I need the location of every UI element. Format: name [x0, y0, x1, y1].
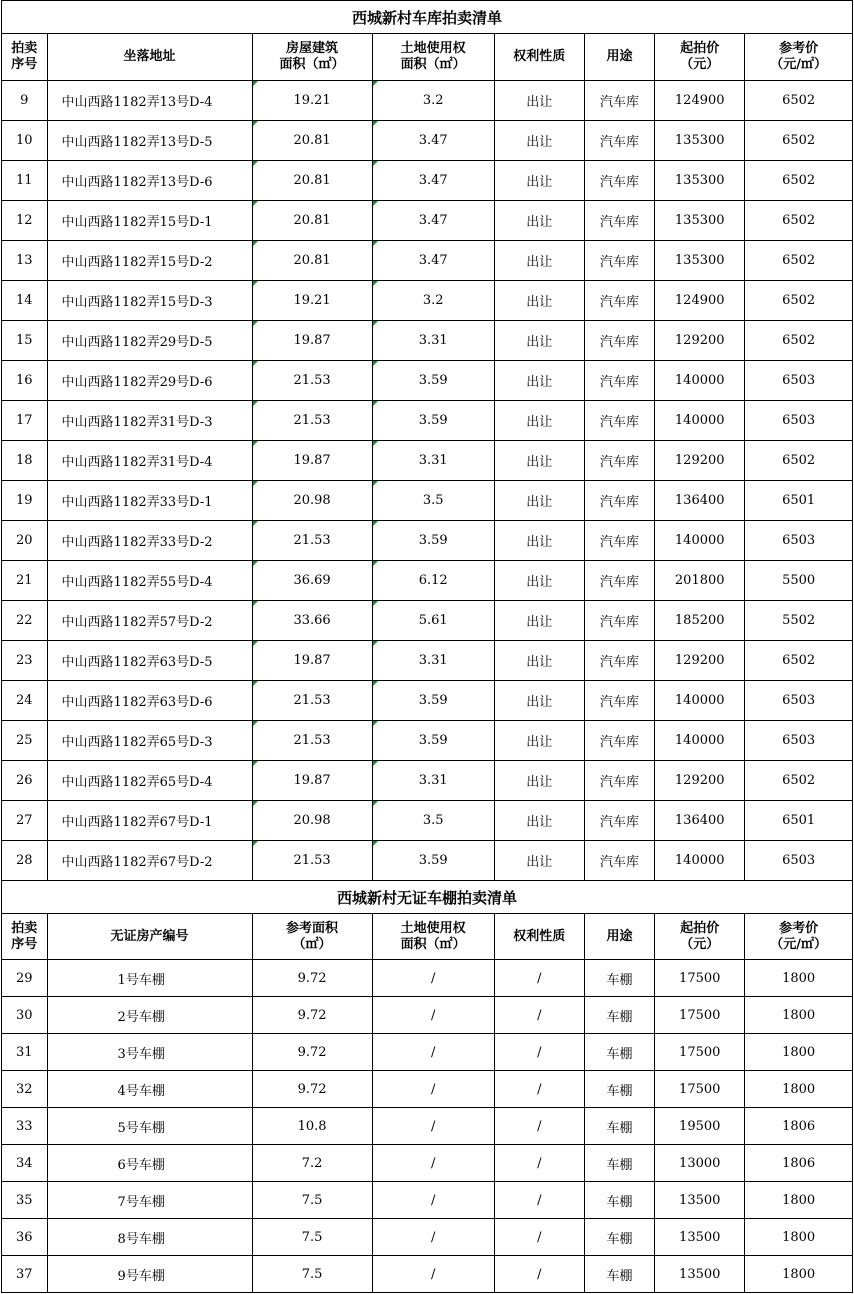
header-land-area: 土地使用权 面积（㎡） — [372, 914, 494, 960]
cell-property-no: 6号车棚 — [47, 1145, 252, 1182]
header-ref-price: 参考价 （元/㎡） — [745, 914, 853, 960]
cell-land-area: / — [372, 997, 494, 1034]
cell-building-area: 21.53 — [252, 681, 372, 721]
cell-right-type: / — [494, 1034, 584, 1071]
cell-no: 22 — [2, 601, 48, 641]
cell-address: 中山西路1182弄31号D-3 — [47, 401, 252, 441]
table-row — [2, 561, 853, 601]
header-property-no: 无证房产编号 — [47, 914, 252, 960]
cell-usage: 车棚 — [584, 1034, 654, 1071]
cell-no: 37 — [2, 1256, 48, 1293]
cell-land-area: 3.59 — [372, 721, 494, 761]
cell-no: 30 — [2, 997, 48, 1034]
cell-address: 中山西路1182弄15号D-3 — [47, 281, 252, 321]
table-row — [2, 960, 853, 997]
cell-ref-price: 6502 — [745, 81, 853, 121]
cell-land-area: 3.59 — [372, 681, 494, 721]
cell-start-price: 135300 — [655, 161, 745, 201]
table-row — [2, 1182, 853, 1219]
cell-start-price: 17500 — [655, 1034, 745, 1071]
cell-building-area: 20.81 — [252, 121, 372, 161]
cell-land-area: 3.59 — [372, 521, 494, 561]
cell-usage: 汽车库 — [584, 601, 654, 641]
cell-ref-area: 7.5 — [252, 1182, 372, 1219]
cell-building-area: 21.53 — [252, 841, 372, 881]
table-row — [2, 161, 853, 201]
cell-property-no: 9号车棚 — [47, 1256, 252, 1293]
cell-no: 10 — [2, 121, 48, 161]
cell-start-price: 124900 — [655, 281, 745, 321]
cell-right-type: 出让 — [494, 121, 584, 161]
cell-right-type: / — [494, 1108, 584, 1145]
cell-ref-price: 6502 — [745, 161, 853, 201]
cell-building-area: 21.53 — [252, 401, 372, 441]
cell-no: 33 — [2, 1108, 48, 1145]
table-row — [2, 121, 853, 161]
table-row — [2, 1071, 853, 1108]
cell-ref-price: 6502 — [745, 201, 853, 241]
cell-usage: 车棚 — [584, 997, 654, 1034]
cell-usage: 车棚 — [584, 1108, 654, 1145]
cell-building-area: 19.21 — [252, 281, 372, 321]
cell-ref-price: 6501 — [745, 801, 853, 841]
cell-usage: 车棚 — [584, 960, 654, 997]
cell-building-area: 20.98 — [252, 481, 372, 521]
cell-ref-price: 6502 — [745, 241, 853, 281]
cell-address: 中山西路1182弄29号D-6 — [47, 361, 252, 401]
cell-no: 29 — [2, 960, 48, 997]
cell-building-area: 20.98 — [252, 801, 372, 841]
cell-address: 中山西路1182弄33号D-1 — [47, 481, 252, 521]
table-row — [2, 401, 853, 441]
cell-land-area: 6.12 — [372, 561, 494, 601]
cell-right-type: / — [494, 1145, 584, 1182]
cell-usage: 汽车库 — [584, 81, 654, 121]
cell-right-type: 出让 — [494, 81, 584, 121]
cell-address: 中山西路1182弄57号D-2 — [47, 601, 252, 641]
cell-start-price: 17500 — [655, 997, 745, 1034]
table-row — [2, 1256, 853, 1293]
cell-usage: 车棚 — [584, 1219, 654, 1256]
section1-title-row — [2, 1, 853, 34]
cell-land-area: 3.31 — [372, 321, 494, 361]
cell-right-type: 出让 — [494, 561, 584, 601]
header-right-type: 权利性质 — [494, 914, 584, 960]
cell-start-price: 140000 — [655, 841, 745, 881]
cell-address: 中山西路1182弄67号D-1 — [47, 801, 252, 841]
section2-title-row — [2, 881, 853, 914]
cell-ref-price: 1800 — [745, 1034, 853, 1071]
cell-building-area: 21.53 — [252, 361, 372, 401]
cell-ref-price: 6502 — [745, 321, 853, 361]
cell-right-type: 出让 — [494, 761, 584, 801]
cell-land-area: 3.5 — [372, 801, 494, 841]
cell-land-area: / — [372, 960, 494, 997]
cell-start-price: 17500 — [655, 1071, 745, 1108]
cell-land-area: 3.2 — [372, 281, 494, 321]
header-building-area: 房屋建筑 面积（㎡） — [252, 34, 372, 81]
cell-ref-area: 9.72 — [252, 1034, 372, 1071]
cell-land-area: 3.47 — [372, 161, 494, 201]
cell-usage: 汽车库 — [584, 681, 654, 721]
cell-start-price: 201800 — [655, 561, 745, 601]
cell-no: 31 — [2, 1034, 48, 1071]
cell-land-area: 3.59 — [372, 841, 494, 881]
cell-address: 中山西路1182弄13号D-5 — [47, 121, 252, 161]
cell-right-type: / — [494, 1071, 584, 1108]
cell-address: 中山西路1182弄13号D-4 — [47, 81, 252, 121]
cell-ref-price: 6501 — [745, 481, 853, 521]
cell-right-type: 出让 — [494, 321, 584, 361]
cell-no: 24 — [2, 681, 48, 721]
cell-usage: 车棚 — [584, 1182, 654, 1219]
cell-building-area: 21.53 — [252, 721, 372, 761]
cell-land-area: 3.31 — [372, 761, 494, 801]
table-row — [2, 841, 853, 881]
cell-usage: 汽车库 — [584, 841, 654, 881]
cell-start-price: 19500 — [655, 1108, 745, 1145]
cell-right-type: 出让 — [494, 521, 584, 561]
cell-start-price: 136400 — [655, 801, 745, 841]
header-usage: 用途 — [584, 914, 654, 960]
cell-no: 20 — [2, 521, 48, 561]
header-no: 拍卖 序号 — [2, 914, 48, 960]
cell-land-area: 3.47 — [372, 241, 494, 281]
cell-no: 13 — [2, 241, 48, 281]
table-row — [2, 81, 853, 121]
cell-ref-price: 5500 — [745, 561, 853, 601]
header-ref-area: 参考面积 （㎡） — [252, 914, 372, 960]
cell-no: 15 — [2, 321, 48, 361]
cell-ref-price: 6503 — [745, 681, 853, 721]
cell-ref-area: 9.72 — [252, 960, 372, 997]
cell-land-area: 3.2 — [372, 81, 494, 121]
cell-land-area: 3.47 — [372, 201, 494, 241]
cell-land-area: / — [372, 1071, 494, 1108]
cell-start-price: 136400 — [655, 481, 745, 521]
table-row — [2, 641, 853, 681]
table-row — [2, 241, 853, 281]
cell-start-price: 135300 — [655, 241, 745, 281]
cell-usage: 汽车库 — [584, 561, 654, 601]
cell-land-area: / — [372, 1256, 494, 1293]
cell-address: 中山西路1182弄55号D-4 — [47, 561, 252, 601]
cell-start-price: 135300 — [655, 201, 745, 241]
cell-land-area: 3.59 — [372, 401, 494, 441]
cell-usage: 汽车库 — [584, 441, 654, 481]
cell-address: 中山西路1182弄65号D-4 — [47, 761, 252, 801]
section2-header-row — [2, 914, 853, 960]
cell-ref-area: 9.72 — [252, 1071, 372, 1108]
table-row — [2, 1034, 853, 1071]
cell-land-area: 3.59 — [372, 361, 494, 401]
cell-no: 17 — [2, 401, 48, 441]
cell-no: 23 — [2, 641, 48, 681]
cell-usage: 车棚 — [584, 1256, 654, 1293]
cell-address: 中山西路1182弄31号D-4 — [47, 441, 252, 481]
cell-property-no: 8号车棚 — [47, 1219, 252, 1256]
cell-right-type: / — [494, 1219, 584, 1256]
cell-right-type: 出让 — [494, 361, 584, 401]
cell-ref-price: 6503 — [745, 721, 853, 761]
cell-building-area: 20.81 — [252, 161, 372, 201]
cell-ref-price: 1800 — [745, 1256, 853, 1293]
cell-address: 中山西路1182弄33号D-2 — [47, 521, 252, 561]
cell-start-price: 140000 — [655, 721, 745, 761]
cell-land-area: / — [372, 1034, 494, 1071]
cell-building-area: 21.53 — [252, 521, 372, 561]
cell-ref-price: 6502 — [745, 761, 853, 801]
cell-land-area: 5.61 — [372, 601, 494, 641]
cell-right-type: 出让 — [494, 161, 584, 201]
header-ref-price: 参考价 （元/㎡） — [745, 34, 853, 81]
auction-list-table — [1, 0, 853, 1293]
cell-building-area: 36.69 — [252, 561, 372, 601]
cell-property-no: 2号车棚 — [47, 997, 252, 1034]
cell-property-no: 1号车棚 — [47, 960, 252, 997]
cell-no: 16 — [2, 361, 48, 401]
header-land-area: 土地使用权 面积（㎡） — [372, 34, 494, 81]
cell-ref-price: 6503 — [745, 401, 853, 441]
cell-usage: 汽车库 — [584, 161, 654, 201]
cell-land-area: / — [372, 1145, 494, 1182]
cell-start-price: 124900 — [655, 81, 745, 121]
cell-building-area: 19.21 — [252, 81, 372, 121]
cell-ref-price: 6503 — [745, 841, 853, 881]
cell-start-price: 140000 — [655, 681, 745, 721]
cell-no: 27 — [2, 801, 48, 841]
cell-address: 中山西路1182弄67号D-2 — [47, 841, 252, 881]
table-row — [2, 201, 853, 241]
cell-address: 中山西路1182弄15号D-1 — [47, 201, 252, 241]
cell-no: 35 — [2, 1182, 48, 1219]
cell-right-type: / — [494, 997, 584, 1034]
table-row — [2, 1108, 853, 1145]
cell-right-type: 出让 — [494, 841, 584, 881]
cell-ref-price: 6503 — [745, 521, 853, 561]
cell-ref-area: 7.2 — [252, 1145, 372, 1182]
cell-ref-area: 7.5 — [252, 1256, 372, 1293]
cell-usage: 车棚 — [584, 1145, 654, 1182]
cell-no: 28 — [2, 841, 48, 881]
cell-building-area: 20.81 — [252, 241, 372, 281]
cell-right-type: 出让 — [494, 801, 584, 841]
cell-no: 19 — [2, 481, 48, 521]
cell-ref-area: 9.72 — [252, 997, 372, 1034]
cell-ref-price: 1800 — [745, 1219, 853, 1256]
cell-right-type: / — [494, 1182, 584, 1219]
cell-no: 34 — [2, 1145, 48, 1182]
cell-right-type: 出让 — [494, 481, 584, 521]
cell-right-type: 出让 — [494, 201, 584, 241]
cell-right-type: / — [494, 960, 584, 997]
cell-start-price: 140000 — [655, 361, 745, 401]
cell-start-price: 135300 — [655, 121, 745, 161]
cell-usage: 汽车库 — [584, 481, 654, 521]
table-row — [2, 1219, 853, 1256]
cell-no: 21 — [2, 561, 48, 601]
cell-start-price: 129200 — [655, 761, 745, 801]
cell-usage: 汽车库 — [584, 401, 654, 441]
cell-ref-price: 6502 — [745, 281, 853, 321]
cell-ref-area: 7.5 — [252, 1219, 372, 1256]
cell-ref-price: 6503 — [745, 361, 853, 401]
cell-start-price: 17500 — [655, 960, 745, 997]
section1-title: 西城新村车库拍卖清单 — [2, 1, 853, 34]
cell-address: 中山西路1182弄65号D-3 — [47, 721, 252, 761]
cell-right-type: 出让 — [494, 601, 584, 641]
cell-usage: 汽车库 — [584, 761, 654, 801]
cell-usage: 汽车库 — [584, 121, 654, 161]
cell-building-area: 33.66 — [252, 601, 372, 641]
cell-right-type: 出让 — [494, 721, 584, 761]
header-right-type: 权利性质 — [494, 34, 584, 81]
table-row — [2, 681, 853, 721]
cell-property-no: 4号车棚 — [47, 1071, 252, 1108]
table-row — [2, 601, 853, 641]
cell-address: 中山西路1182弄63号D-5 — [47, 641, 252, 681]
header-start-price: 起拍价 （元） — [655, 914, 745, 960]
cell-building-area: 19.87 — [252, 641, 372, 681]
table-row — [2, 441, 853, 481]
table-row — [2, 281, 853, 321]
cell-start-price: 13500 — [655, 1219, 745, 1256]
cell-right-type: 出让 — [494, 681, 584, 721]
cell-land-area: / — [372, 1219, 494, 1256]
cell-address: 中山西路1182弄15号D-2 — [47, 241, 252, 281]
cell-start-price: 13500 — [655, 1182, 745, 1219]
cell-building-area: 19.87 — [252, 761, 372, 801]
cell-ref-price: 6502 — [745, 121, 853, 161]
cell-start-price: 13000 — [655, 1145, 745, 1182]
section2-title: 西城新村无证车棚拍卖清单 — [2, 881, 853, 914]
cell-no: 12 — [2, 201, 48, 241]
cell-land-area: 3.47 — [372, 121, 494, 161]
cell-right-type: 出让 — [494, 281, 584, 321]
cell-address: 中山西路1182弄29号D-5 — [47, 321, 252, 361]
cell-ref-price: 6502 — [745, 441, 853, 481]
cell-land-area: 3.31 — [372, 641, 494, 681]
section1-header-row — [2, 34, 853, 81]
cell-usage: 汽车库 — [584, 281, 654, 321]
table-row — [2, 997, 853, 1034]
cell-land-area: 3.31 — [372, 441, 494, 481]
cell-no: 36 — [2, 1219, 48, 1256]
table-row — [2, 361, 853, 401]
cell-usage: 汽车库 — [584, 361, 654, 401]
cell-usage: 汽车库 — [584, 321, 654, 361]
table-row — [2, 1145, 853, 1182]
cell-property-no: 3号车棚 — [47, 1034, 252, 1071]
cell-start-price: 129200 — [655, 641, 745, 681]
cell-usage: 汽车库 — [584, 641, 654, 681]
table-row — [2, 761, 853, 801]
cell-no: 11 — [2, 161, 48, 201]
cell-right-type: 出让 — [494, 401, 584, 441]
cell-address: 中山西路1182弄13号D-6 — [47, 161, 252, 201]
cell-property-no: 5号车棚 — [47, 1108, 252, 1145]
cell-ref-price: 1800 — [745, 997, 853, 1034]
cell-right-type: 出让 — [494, 441, 584, 481]
cell-start-price: 140000 — [655, 521, 745, 561]
cell-building-area: 19.87 — [252, 321, 372, 361]
cell-no: 9 — [2, 81, 48, 121]
cell-land-area: / — [372, 1182, 494, 1219]
cell-no: 32 — [2, 1071, 48, 1108]
cell-start-price: 13500 — [655, 1256, 745, 1293]
cell-start-price: 185200 — [655, 601, 745, 641]
cell-right-type: 出让 — [494, 641, 584, 681]
cell-usage: 汽车库 — [584, 241, 654, 281]
table-row — [2, 521, 853, 561]
cell-land-area: / — [372, 1108, 494, 1145]
cell-usage: 汽车库 — [584, 521, 654, 561]
cell-right-type: / — [494, 1256, 584, 1293]
cell-no: 25 — [2, 721, 48, 761]
cell-start-price: 140000 — [655, 401, 745, 441]
cell-building-area: 19.87 — [252, 441, 372, 481]
cell-property-no: 7号车棚 — [47, 1182, 252, 1219]
cell-start-price: 129200 — [655, 441, 745, 481]
cell-usage: 车棚 — [584, 1071, 654, 1108]
cell-ref-price: 1800 — [745, 1182, 853, 1219]
cell-usage: 汽车库 — [584, 801, 654, 841]
cell-ref-price: 1800 — [745, 1071, 853, 1108]
table-row — [2, 481, 853, 521]
cell-usage: 汽车库 — [584, 721, 654, 761]
cell-building-area: 20.81 — [252, 201, 372, 241]
cell-ref-price: 1806 — [745, 1145, 853, 1182]
cell-usage: 汽车库 — [584, 201, 654, 241]
header-no: 拍卖 序号 — [2, 34, 48, 81]
header-start-price: 起拍价 （元） — [655, 34, 745, 81]
cell-start-price: 129200 — [655, 321, 745, 361]
header-address: 坐落地址 — [47, 34, 252, 81]
cell-ref-price: 1800 — [745, 960, 853, 997]
cell-ref-price: 5502 — [745, 601, 853, 641]
cell-no: 18 — [2, 441, 48, 481]
header-usage: 用途 — [584, 34, 654, 81]
cell-address: 中山西路1182弄63号D-6 — [47, 681, 252, 721]
cell-right-type: 出让 — [494, 241, 584, 281]
cell-ref-price: 6502 — [745, 641, 853, 681]
table-row — [2, 321, 853, 361]
cell-ref-price: 1806 — [745, 1108, 853, 1145]
cell-land-area: 3.5 — [372, 481, 494, 521]
table-row — [2, 721, 853, 761]
cell-no: 14 — [2, 281, 48, 321]
table-row — [2, 801, 853, 841]
cell-ref-area: 10.8 — [252, 1108, 372, 1145]
cell-no: 26 — [2, 761, 48, 801]
